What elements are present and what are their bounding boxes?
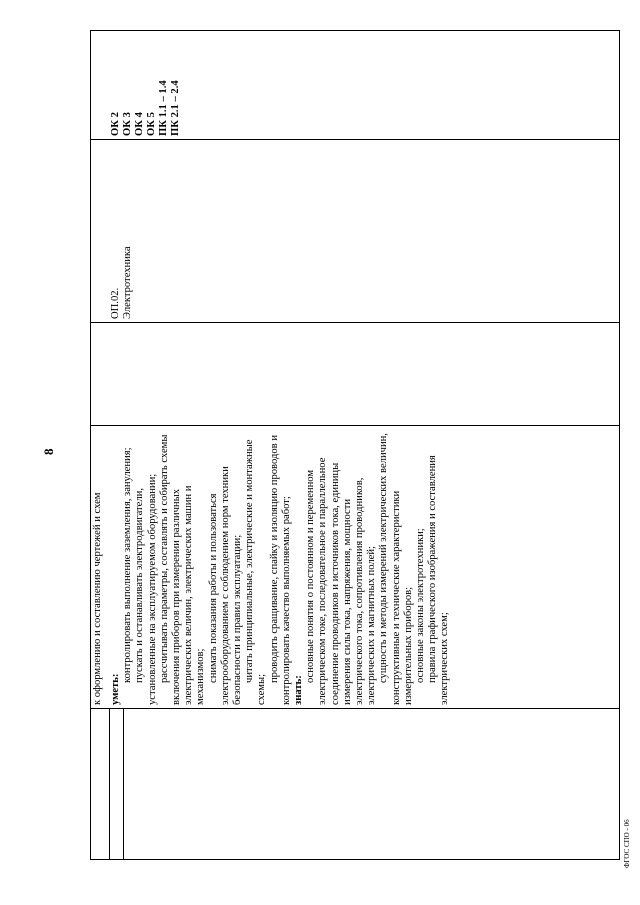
column-divider	[91, 139, 619, 140]
footer-label: ФГОС СПО - 06	[623, 819, 631, 868]
column-divider	[91, 425, 619, 426]
knowledge-item: правила графического изображения и составления электрических схем;	[427, 455, 451, 705]
competency-code: ПК 2.1 – 2.4	[170, 80, 181, 136]
competency-code: ПК 1.1 – 1.4	[158, 80, 169, 136]
discipline-cell	[110, 144, 134, 319]
competency-code: ОК 2	[110, 112, 121, 136]
skills-heading: уметь:	[110, 673, 121, 705]
competency-code: ОК 5	[146, 112, 157, 136]
knowledge-heading: знать:	[293, 675, 305, 705]
row-top-text: к оформлению и составлению чертежей и схем	[92, 492, 103, 705]
skill-item: рассчитывать параметры, составлять и собирать схемы включения приборов при измерении различных электрических величин, электрических машин и механизмов;	[158, 434, 207, 705]
column-divider	[91, 708, 619, 709]
row-divider	[109, 709, 110, 859]
competency-code: ОК 4	[134, 112, 145, 136]
skill-item: контролировать выполнение заземления, зануления;	[122, 447, 134, 683]
discipline-index: ОП.02.	[110, 287, 121, 319]
competencies-cell	[110, 32, 182, 136]
knowledge-item: сущность и методы измерений электрических величин, конструктивные и технические характеристики измерительных приборов;	[378, 433, 414, 705]
skills-cell	[110, 429, 452, 705]
competency-code: ОК 3	[122, 112, 133, 136]
curriculum-table	[90, 30, 620, 860]
rotated-table-wrapper	[90, 30, 620, 860]
page-number: 8	[41, 448, 56, 455]
skill-item: проводить сращивание, спайку и изоляцию проводов и контролировать качество выполняемых работ;	[268, 435, 292, 705]
knowledge-item: основные понятия о постоянном и переменном электрическом токе, последовательное и параллельное соединение проводников и источников тока, единицы измерения силы тока, напряжения, мощности электрического тока, сопротивления проводников, электрических и магнитных полей;	[305, 457, 378, 705]
discipline-name: Электротехника	[122, 246, 134, 319]
skill-item: пускать и останавливать электродвигатели, установленные на эксплуатируемом оборудовании;	[134, 473, 158, 705]
knowledge-item: основные законы электротехники;	[415, 528, 427, 683]
row-divider	[123, 709, 124, 859]
skill-item: снимать показания работы и пользоваться электрооборудованием с соблюдением норм техники безопасности и правил эксплуатации;	[207, 466, 244, 705]
skill-item: читать принципиальные, электрические и монтажные схемы;	[244, 439, 268, 705]
column-divider	[91, 322, 619, 323]
